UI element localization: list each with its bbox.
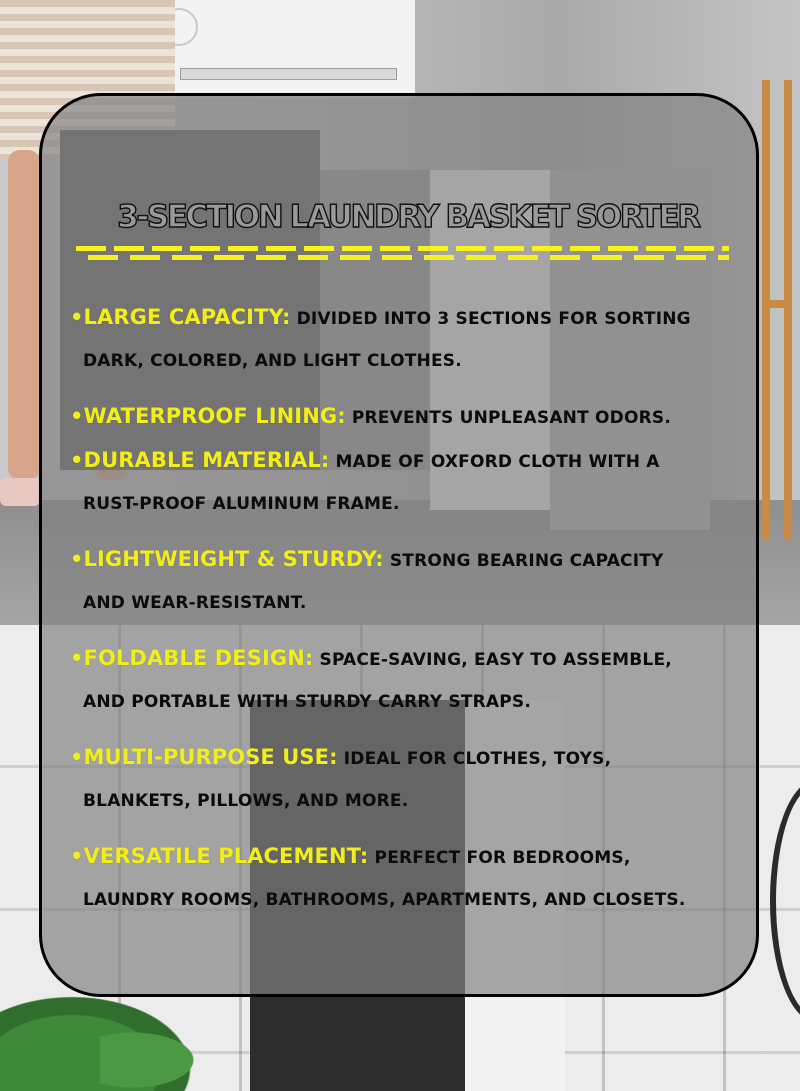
feature-heading-text: FOLDABLE DESIGN:	[83, 646, 314, 670]
feature-heading-text: MULTI-PURPOSE USE:	[83, 745, 338, 769]
feature-heading-text: LIGHTWEIGHT & STURDY:	[83, 547, 384, 571]
feature-heading-text: DURABLE MATERIAL:	[83, 448, 330, 472]
feature-text: DIVIDED INTO 3 SECTIONS FOR SORTING	[296, 309, 691, 329]
feature-item	[70, 835, 750, 921]
feature-text: SPACE-SAVING, EASY TO ASSEMBLE,	[319, 650, 672, 670]
feature-heading-text: WATERPROOF LINING:	[83, 404, 346, 428]
feature-text-continued: AND WEAR-RESISTANT.	[83, 593, 307, 613]
bullet-icon: •	[70, 448, 84, 472]
feature-heading	[70, 305, 290, 329]
feature-item	[70, 439, 750, 525]
background-washer	[150, 0, 415, 98]
feature-text-continued: BLANKETS, PILLOWS, AND MORE.	[83, 791, 409, 811]
feature-heading	[70, 844, 368, 868]
background-person-shoe	[0, 478, 40, 506]
background-plant	[0, 985, 210, 1091]
feature-heading	[70, 448, 329, 472]
bullet-icon: •	[70, 646, 84, 670]
background-sorter-handle	[180, 68, 397, 80]
feature-list	[70, 296, 750, 934]
bullet-icon: •	[70, 404, 84, 428]
title-underline-dashes	[76, 246, 729, 260]
bullet-icon: •	[70, 844, 84, 868]
bullet-icon: •	[70, 305, 84, 329]
feature-heading-text: LARGE CAPACITY:	[83, 305, 291, 329]
feature-text: MADE OF OXFORD CLOTH WITH A	[335, 452, 660, 472]
feature-heading-text: VERSATILE PLACEMENT:	[83, 844, 369, 868]
feature-heading	[70, 404, 346, 428]
feature-item	[70, 395, 750, 439]
product-title: 3-SECTION LAUNDRY BASKET SORTER	[117, 199, 699, 235]
feature-heading	[70, 547, 384, 571]
feature-text-continued: DARK, COLORED, AND LIGHT CLOTHES.	[83, 351, 462, 371]
feature-heading	[70, 646, 313, 670]
feature-text-continued: LAUNDRY ROOMS, BATHROOMS, APARTMENTS, AND CLOSETS.	[83, 890, 686, 910]
feature-text: PERFECT FOR BEDROOMS,	[374, 848, 631, 868]
background-person-leg	[8, 150, 40, 480]
feature-item	[70, 736, 750, 822]
feature-heading	[70, 745, 338, 769]
background-ladder	[762, 80, 792, 540]
info-panel	[39, 93, 759, 997]
bullet-icon: •	[70, 745, 84, 769]
bullet-icon: •	[70, 547, 84, 571]
feature-item	[70, 296, 750, 382]
feature-text: STRONG BEARING CAPACITY	[389, 551, 664, 571]
feature-text-continued: AND PORTABLE WITH STURDY CARRY STRAPS.	[83, 692, 532, 712]
feature-text: PREVENTS UNPLEASANT ODORS.	[351, 408, 672, 428]
feature-item	[70, 538, 750, 624]
feature-text-continued: RUST-PROOF ALUMINUM FRAME.	[83, 494, 400, 514]
feature-item	[70, 637, 750, 723]
feature-text: IDEAL FOR CLOTHES, TOYS,	[343, 749, 612, 769]
